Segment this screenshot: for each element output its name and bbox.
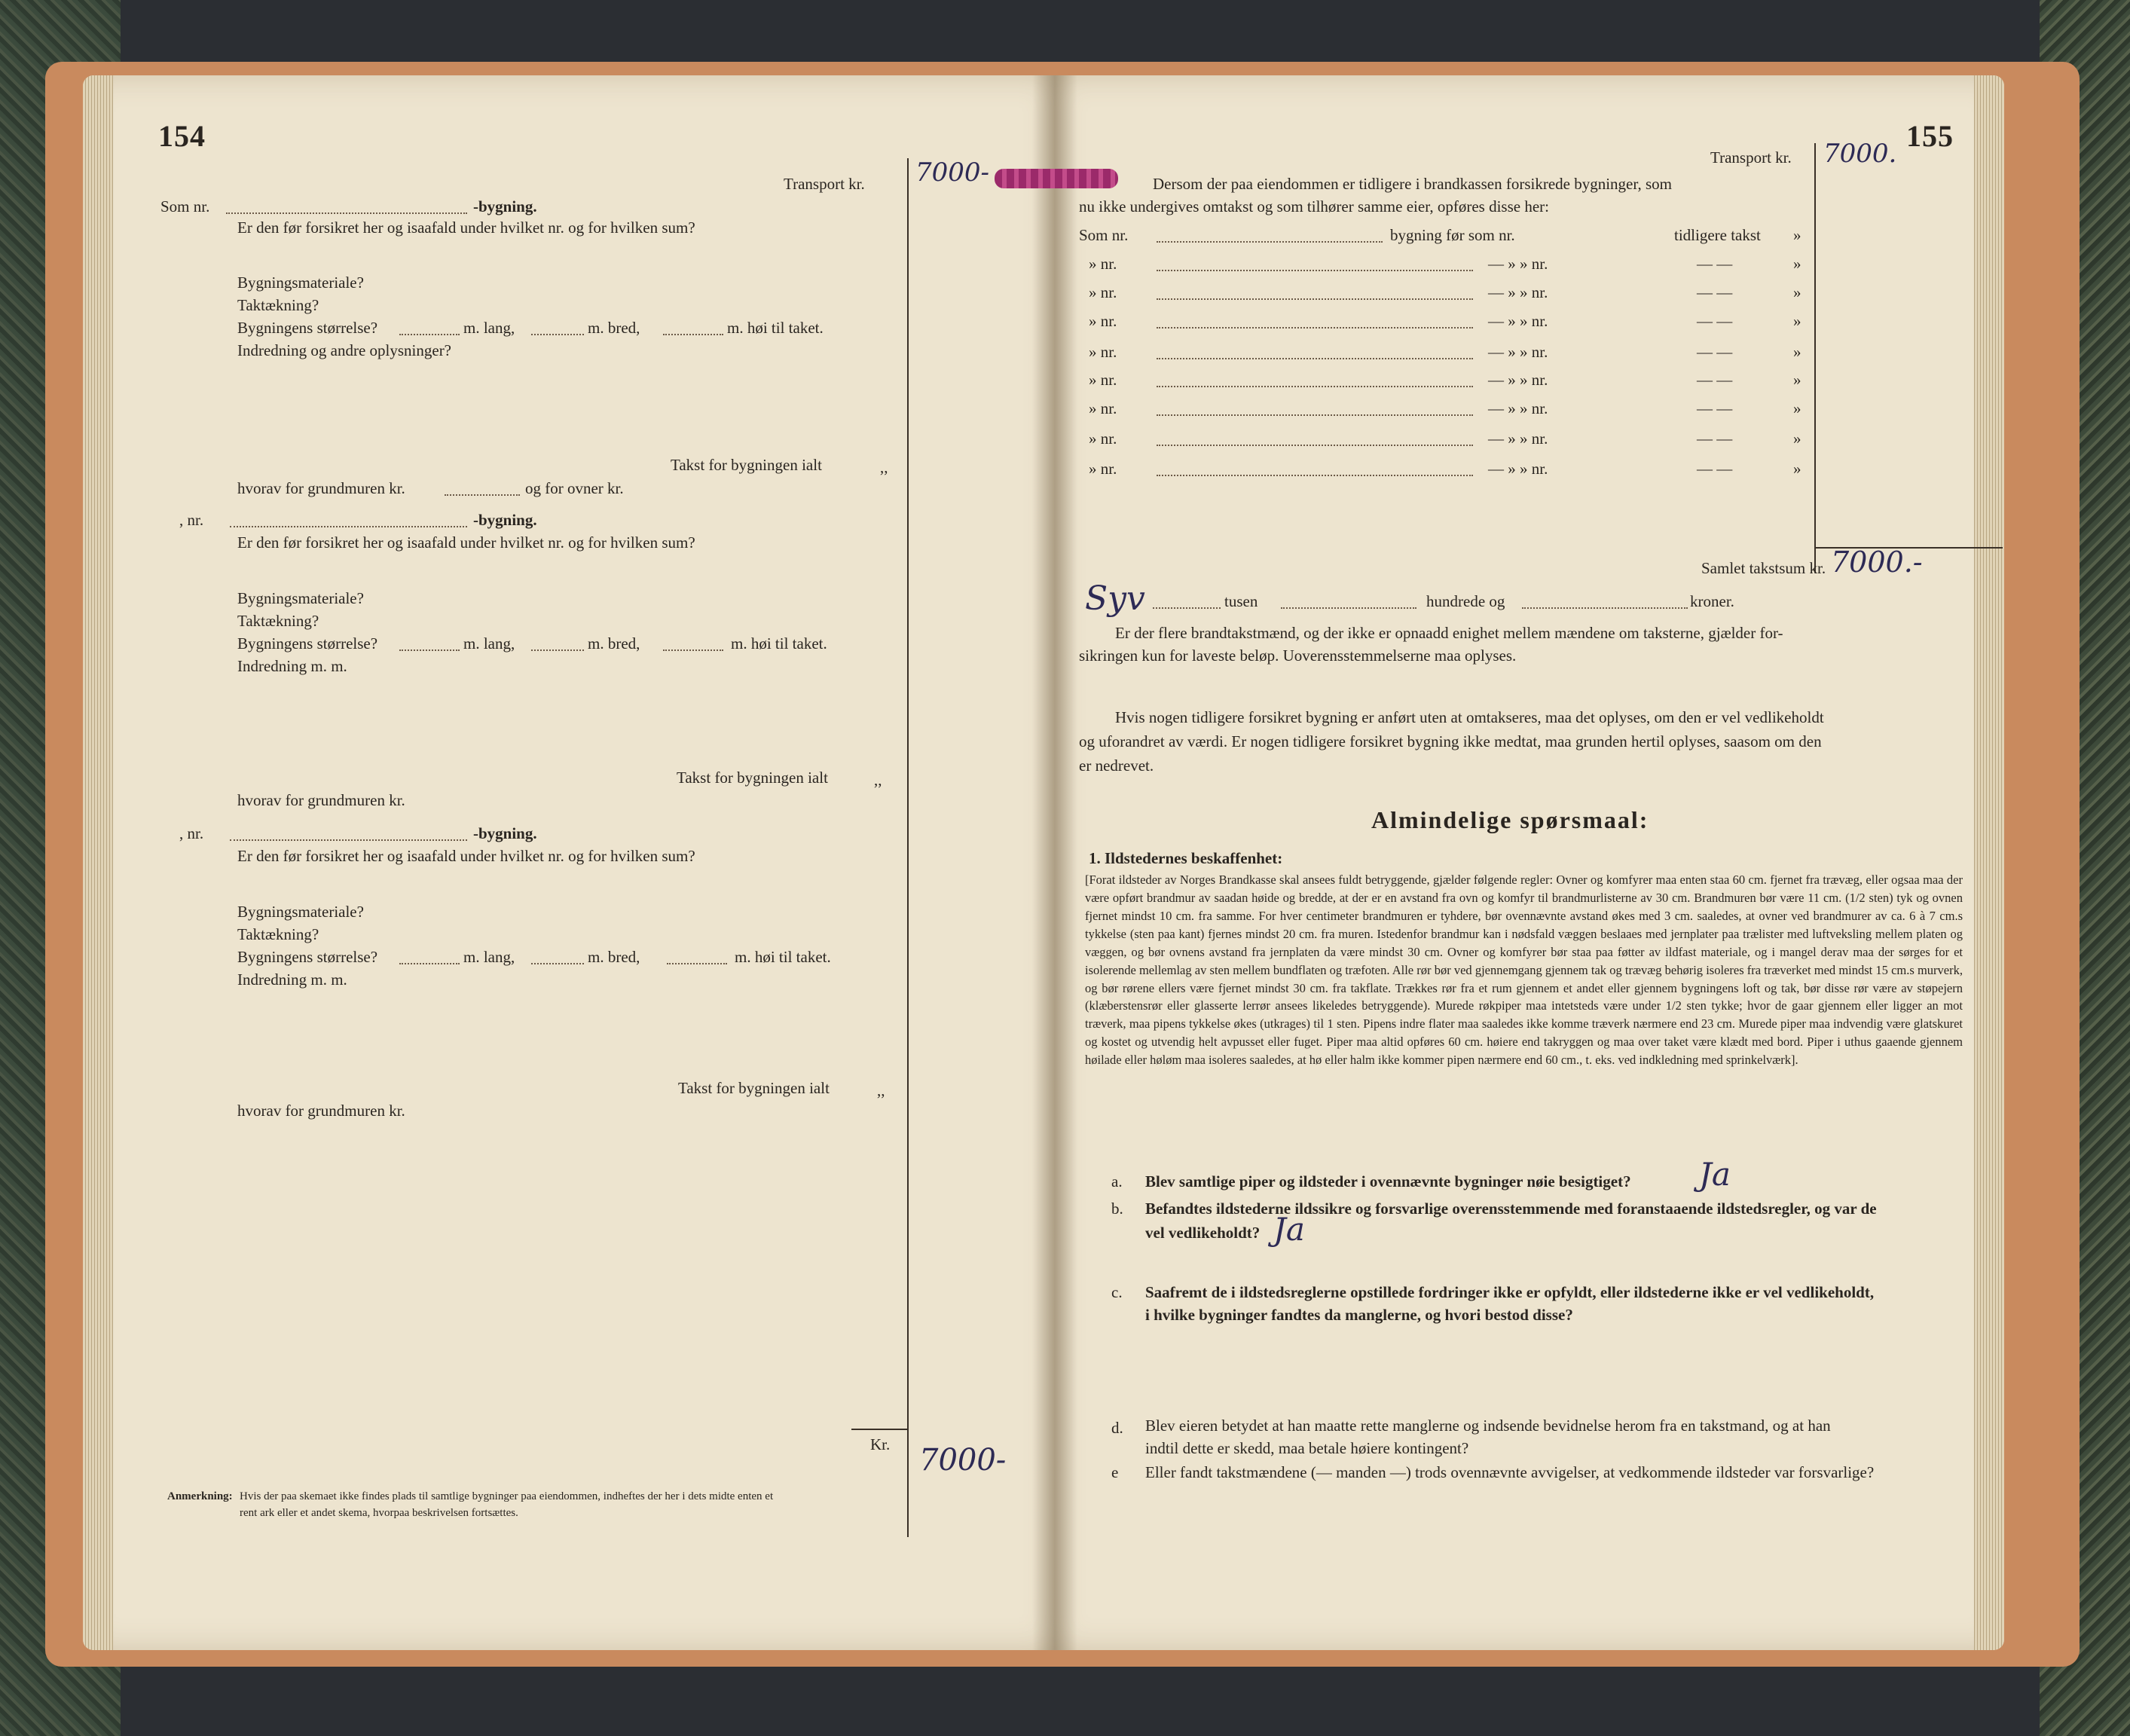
comma-mark: ,, <box>880 458 888 476</box>
qe-question: Eller fandt takstmændene (— manden —) trods ovennævnte avvigelser, at vedkommende ildsteder var forsvarlige? <box>1145 1463 1875 1481</box>
qc-label: c. <box>1111 1283 1123 1301</box>
dotted-line <box>226 212 467 214</box>
storrelse-label: Bygningens størrelse? <box>237 319 378 337</box>
bygningsmateriale-label: Bygningsmateriale? <box>237 274 364 292</box>
nr-label: , nr. <box>179 824 204 842</box>
m-hoi-label: m. høi til taket. <box>731 634 827 653</box>
flere-line1: Er der flere brandtakstmænd, og der ikke er opnaadd enighet mellem mændene om taksterne, gjælder for- <box>1115 624 1783 642</box>
bygning-label: -bygning. <box>473 511 537 529</box>
hvorav-grundmuren-label: hvorav for grundmuren kr. <box>237 1102 405 1120</box>
dersom-line2: nu ikke undergives omtakst og som tilhører samme eier, opføres disse her: <box>1079 197 1549 215</box>
anmerkning-line1: Hvis der paa skemaet ikke findes plads til samtlige bygninger paa eiendommen, indheftes der her i dets midte enten et <box>240 1490 774 1502</box>
dotted-line <box>667 963 727 964</box>
dotted-line <box>399 963 460 964</box>
hvis-line2: og uforandret av værdi. Er nogen tidligere forsikret bygning ikke medtat, maa grunden hertil oplyses, saasom om den <box>1079 732 1822 750</box>
dotted-line <box>1157 475 1473 476</box>
dotted-line <box>531 649 584 651</box>
dash-takst: — — <box>1697 371 1733 389</box>
page-edges-right <box>1974 75 2004 1650</box>
dash-row: — » » nr. <box>1488 312 1548 330</box>
m-lang-label: m. lang, <box>463 948 515 966</box>
dash-takst: — — <box>1697 283 1733 301</box>
almindelige-heading: Almindelige spørsmaal: <box>1371 806 1649 833</box>
som-nr-label: Som nr. <box>160 197 210 215</box>
dotted-line <box>1281 607 1416 609</box>
m-bred-label: m. bred, <box>588 948 640 966</box>
forsikret-question: Er den før forsikret her og isaafald under hvilket nr. og for hvilken sum? <box>237 847 695 865</box>
hundrede-label: hundrede og <box>1426 592 1505 610</box>
comma-mark: ,, <box>874 771 882 789</box>
tusen-label: tusen <box>1224 592 1258 610</box>
quote-mark: » <box>1793 283 1801 301</box>
total-rule <box>851 1429 907 1430</box>
bygningsmateriale-label: Bygningsmateriale? <box>237 589 364 607</box>
quote-mark: » <box>1793 460 1801 478</box>
taktaekning-label: Taktækning? <box>237 296 319 314</box>
dotted-line <box>230 526 467 527</box>
dotted-line <box>1157 445 1473 446</box>
amount-words-hand: Syv <box>1085 579 1145 618</box>
taktaekning-label: Taktækning? <box>237 612 319 630</box>
dash-row: — » » nr. <box>1488 343 1548 361</box>
column-rule-left <box>907 158 909 1537</box>
dotted-line <box>445 494 520 496</box>
qe-label: e <box>1111 1463 1119 1481</box>
dotted-line <box>399 334 460 335</box>
dash-takst: — — <box>1697 255 1733 273</box>
bygningsmateriale-label: Bygningsmateriale? <box>237 903 364 921</box>
hvorav-grundmuren-label: hvorav for grundmuren kr. <box>237 479 405 497</box>
dotted-line <box>399 649 460 651</box>
kr-label: Kr. <box>870 1435 891 1453</box>
qc-question-line1: Saafremt de i ildstedsreglerne opstillede fordringer ikke er opfyldt, eller ildstederne ikke er vel vedlikeholdt, <box>1145 1283 1875 1301</box>
nr-row: » nr. <box>1089 429 1117 448</box>
anmerkning-line2: rent ark eller et andet skema, hvorpaa beskrivelsen fortsættes. <box>240 1507 518 1519</box>
dotted-line <box>1522 607 1688 609</box>
m-bred-label: m. bred, <box>588 319 640 337</box>
storrelse-label: Bygningens størrelse? <box>237 948 378 966</box>
dash-row: — » » nr. <box>1488 371 1548 389</box>
nr-row: » nr. <box>1089 283 1117 301</box>
takst-ialt-label: Takst for bygningen ialt <box>671 456 822 474</box>
forsikret-question: Er den før forsikret her og isaafald under hvilket nr. og for hvilken sum? <box>237 533 695 552</box>
dash-row: — » » nr. <box>1488 399 1548 417</box>
transport-label-left: Transport kr. <box>784 175 865 193</box>
qa-question: Blev samtlige piper og ildsteder i ovennævnte bygninger nøie besigtiget? <box>1145 1172 1631 1190</box>
indredning-andre-label: Indredning og andre oplysninger? <box>237 341 452 359</box>
column-rule-right <box>1814 143 1816 573</box>
som-nr-right: Som nr. <box>1079 226 1129 244</box>
qd-question-line2: indtil dette er skedd, maa betale høiere kontingent? <box>1145 1439 1469 1457</box>
transport-value-right: 7000. <box>1823 139 1897 169</box>
m-hoi-label: m. høi til taket. <box>727 319 824 337</box>
transport-value-left: 7000- <box>915 157 990 188</box>
samlet-takstsum-label: Samlet takstsum kr. <box>1701 559 1826 577</box>
page-number-left: 154 <box>158 119 206 153</box>
dotted-line <box>1153 607 1221 609</box>
qb-answer: Ja <box>1273 1211 1305 1248</box>
dersom-line1: Dersom der paa eiendommen er tidligere i brandkassen forsikrede bygninger, som <box>1153 175 1673 193</box>
nr-row: » nr. <box>1089 371 1117 389</box>
m-bred-label: m. bred, <box>588 634 640 653</box>
purple-stamp <box>995 169 1118 188</box>
kroner-label: kroner. <box>1690 592 1734 610</box>
anmerkning-label: Anmerkning: <box>167 1490 233 1502</box>
nr-row: » nr. <box>1089 312 1117 330</box>
tidligere-takst-label: tidligere takst <box>1674 226 1761 244</box>
forsikret-question: Er den før forsikret her og isaafald under hvilket nr. og for hvilken sum? <box>237 219 695 237</box>
dash-takst: — — <box>1697 343 1733 361</box>
m-hoi-label: m. høi til taket. <box>735 948 831 966</box>
takst-ialt-label: Takst for bygningen ialt <box>678 1079 830 1097</box>
kr-total-value: 7000- <box>919 1443 1007 1478</box>
quote-mark: » <box>1793 312 1801 330</box>
dotted-line <box>1157 414 1473 416</box>
dotted-line <box>1157 327 1473 329</box>
dotted-line <box>1157 270 1473 271</box>
flere-line2: sikringen kun for laveste beløp. Uoverensstemmelserne maa oplyses. <box>1079 646 1517 665</box>
quote-mark: » <box>1793 429 1801 448</box>
dotted-line <box>531 963 584 964</box>
og-for-ovner-label: og for ovner kr. <box>525 479 624 497</box>
storrelse-label: Bygningens størrelse? <box>237 634 378 653</box>
nr-row: » nr. <box>1089 255 1117 273</box>
page-edges-left <box>83 75 113 1650</box>
dash-row: — » » nr. <box>1488 283 1548 301</box>
m-lang-label: m. lang, <box>463 634 515 653</box>
dash-row: — » » nr. <box>1488 255 1548 273</box>
q1-rules-text: [Forat ildsteder av Norges Brandkasse skal ansees fuldt betryggende, gjælder følgende regler: Ovner og komfyrer maa enten staa 60 cm. fjernet fra trævæg, eller ogsaa maa der være opført brandmur av saadan høide og bredde, at der er en avstand fra ovn og komfyr til brandmurlisterne av 30 cm. Brandmuren bør være 11 cm. (1/2 sten) tyk og ovnen fjernet mindst 10 cm. fra samme. For hver centimeter brandmuren er tyhdere, bør ovennævnte avstand økes med 3 cm. saaledes, at ovner ved brandmurer av ca. 6 à 7 cm.s tykkelse (sten paa kant) fjernes mindst 20 cm. fra muren. Istedenfor brandmur kan i nødsfald væggen beslaaes med jernplater paa trælister med luftveksling mellem platen og væggen, og bør ovnens avstand fra jernplaten da være mindst 30 cm. Ovner og komfyrer bør staa paa føtter av ildfast materiale, og i mangel derav maa der sørges for et isolerende mellemlag av sten mellem bundflaten og træfoten. Alle rør bør ved gjennemgang gjennem tak og trævæg behørig isoleres fra træverket med mindst 15 cm.s murverk, og bør rørene ellers være fjernet mindst 30 cm. fra takflate. Trækkes rør fra et rum gjennem et andet eller gjennem bygningens loft og tak, bør disse rør være av støpejern (klæberstensrør eller glasserte lerrør ansees likeledes betryggende). Murede røkpiper maa intetsteds være under 1/2 sten tykke; hvor de gaar gjennem eller ligger an mot træverk, maa pipens tykkelse økes (utkrages) til 1 sten. Pipens indre flater maa saaledes ikke komme træverk nærmere end 23 cm. Murede piper maa indvendig være glatskuret og kostet og utvendig helt avpusset eller fuget. Piper maa altid opføres 60 cm. høiere end takryggen og maa over taket være klædt med bord. Piper i uthus gaaende gjennem høilade eller høløm maa isoleres saaledes, at hø eller halm ikke kommer pipen nærmere end 60 cm., t. eks. ved indkledning med sprinkelværk]. <box>1085 873 1963 1068</box>
m-lang-label: m. lang, <box>463 319 515 337</box>
qb-question-line1: Befandtes ildstederne ildssikre og forsvarlige overensstemmende med foranstaaende ildstedsregler, og var de <box>1145 1200 1877 1218</box>
nr-label: , nr. <box>179 511 204 529</box>
qd-question-line1: Blev eieren betydet at han maatte rette manglerne og indsende bevidnelse herom fra en takstmand, og at han <box>1145 1417 1831 1435</box>
comma-mark: ,, <box>877 1081 885 1099</box>
dash-takst: — — <box>1697 429 1733 448</box>
nr-row: » nr. <box>1089 399 1117 417</box>
dash-takst: — — <box>1697 399 1733 417</box>
indredning-mm-label: Indredning m. m. <box>237 657 347 675</box>
bygning-label: -bygning. <box>473 197 537 215</box>
hvorav-grundmuren-label: hvorav for grundmuren kr. <box>237 791 405 809</box>
quote-mark: » <box>1793 343 1801 361</box>
hvis-line1: Hvis nogen tidligere forsikret bygning er anført uten at omtakseres, maa det oplyses, om den er vel vedlikeholdt <box>1115 708 1824 726</box>
q1-heading: 1. Ildstedernes beskaffenhet: <box>1089 849 1283 867</box>
qd-label: d. <box>1111 1419 1123 1437</box>
nr-row: » nr. <box>1089 460 1117 478</box>
dash-takst: — — <box>1697 460 1733 478</box>
qc-question-line2: i hvilke bygninger fandtes da manglerne, og hvori bestod disse? <box>1145 1306 1573 1324</box>
indredning-mm-label: Indredning m. m. <box>237 970 347 989</box>
dotted-line <box>230 839 467 841</box>
qb-label: b. <box>1111 1200 1123 1218</box>
taktaekning-label: Taktækning? <box>237 925 319 943</box>
dash-takst: — — <box>1697 312 1733 330</box>
transport-label-right: Transport kr. <box>1710 148 1792 167</box>
dash-row: — » » nr. <box>1488 460 1548 478</box>
dotted-line <box>1157 358 1473 359</box>
nr-row: » nr. <box>1089 343 1117 361</box>
bygning-for-som-label: bygning før som nr. <box>1390 226 1515 244</box>
quote-mark: » <box>1793 371 1801 389</box>
takst-ialt-label: Takst for bygningen ialt <box>677 769 828 787</box>
bygning-label: -bygning. <box>473 824 537 842</box>
page-number-right: 155 <box>1906 119 1954 153</box>
samlet-takstsum-value: 7000.- <box>1831 546 1923 579</box>
dotted-line <box>1157 386 1473 387</box>
dotted-line <box>1157 241 1383 243</box>
quote-mark: » <box>1793 399 1801 417</box>
dash-row: — » » nr. <box>1488 429 1548 448</box>
dotted-line <box>531 334 584 335</box>
quote-mark: » <box>1793 255 1801 273</box>
qa-label: a. <box>1111 1172 1123 1190</box>
quote-mark: » <box>1793 226 1801 244</box>
qb-question-line2: vel vedlikeholdt? <box>1145 1224 1261 1242</box>
hvis-line3: er nedrevet. <box>1079 756 1154 775</box>
qa-answer: Ja <box>1699 1156 1731 1193</box>
book-gutter <box>1032 75 1077 1650</box>
dotted-line <box>663 334 723 335</box>
dotted-line <box>1157 298 1473 300</box>
dotted-line <box>663 649 723 651</box>
